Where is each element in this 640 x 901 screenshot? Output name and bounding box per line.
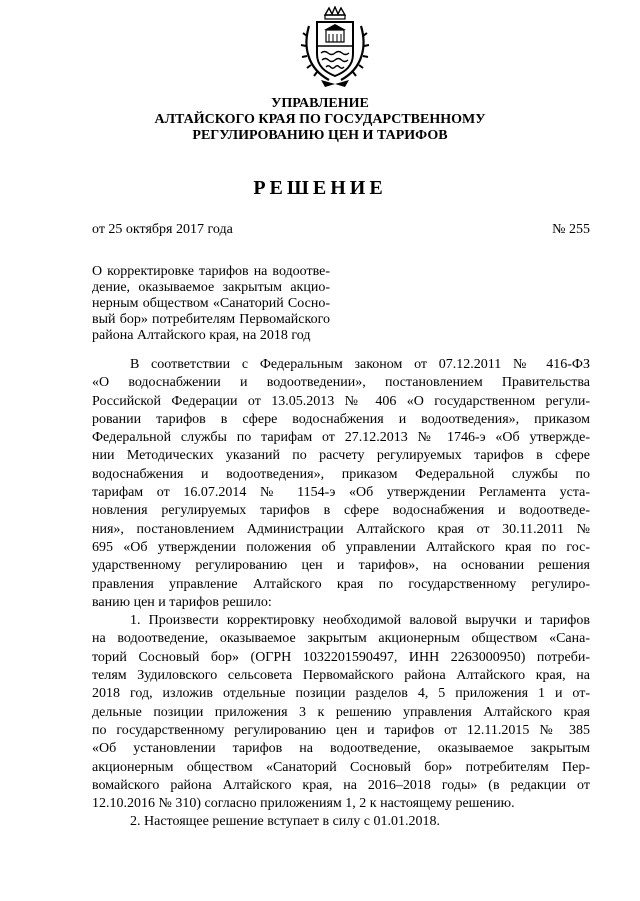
document-body xyxy=(92,356,590,832)
body-line: по государственному регулированию цен и тарифов от 12.11.2015 № 385 xyxy=(92,722,590,738)
body-line: ударственному регулированию цен и тарифов», на основании решения xyxy=(92,558,590,574)
organization-line: АЛТАЙСКОГО КРАЯ ПО ГОСУДАРСТВЕННОМУ xyxy=(154,112,486,127)
body-line: 2. Настоящее решение вступает в силу с 01.01.2018. xyxy=(130,814,440,830)
body-line: Федеральной службы по тарифам от 27.12.2013 № 1746-э «Об утвержде- xyxy=(92,430,590,446)
body-line: водоснабжения и водоотведения», приказом Федеральной службы по xyxy=(92,466,590,482)
body-line: акционерным обществом «Санаторий Сосновый бор» потребителям Пер- xyxy=(92,759,590,775)
body-line: 695 «Об утверждении положения об управлении Алтайского края по гос- xyxy=(92,539,590,555)
body-line: «О водоснабжении и водоотведении», постановлением Правительства xyxy=(92,375,590,391)
subject-line: дение, оказываемое закрытым акцио- xyxy=(92,280,330,295)
document-type-title: РЕШЕНИЕ xyxy=(253,177,387,199)
organization-name xyxy=(0,96,640,144)
body-line: «Об установлении тарифов на водоотведение, оказываемое закрытым xyxy=(92,741,590,757)
organization-line: УПРАВЛЕНИЕ xyxy=(271,96,369,111)
subject-line: нерным обществом «Санаторий Сосно- xyxy=(92,296,330,311)
item-1-paragraph xyxy=(92,612,590,813)
body-line: 12.10.2016 № 310) согласно приложениям 1, 2 к настоящему решению. xyxy=(92,796,515,812)
subject-line: вый бор» потребителям Первомайского xyxy=(92,312,330,327)
body-line: ния», постановлением Администрации Алтайского края от 30.11.2011 № xyxy=(92,521,590,537)
item-2-paragraph xyxy=(92,813,590,831)
body-line: ровании тарифов в сфере водоснабжения и водоотведения», приказом xyxy=(92,411,590,427)
body-line: ванию цен и тарифов решило: xyxy=(92,594,272,610)
body-line: 2018 год, изложив отдельные позиции разделов 4, 5 приложения 1 и от- xyxy=(92,686,590,702)
body-line: на водоотведение, оказываемое закрытым акционерным обществом «Сана- xyxy=(92,631,590,647)
body-line: В соответствии с Федеральным законом от 07.12.2011 № 416-ФЗ xyxy=(130,357,590,372)
preamble-paragraph xyxy=(92,356,590,612)
body-line: нии Методических указаний по расчету регулируемых тарифов в сфере xyxy=(92,448,590,464)
body-line: телям Зудиловского сельсовета Первомайского района Алтайского края, на xyxy=(92,668,590,684)
body-line: Российской Федерации от 13.05.2013 № 406 «О государственном регули- xyxy=(92,393,590,409)
document-date: от 25 октября 2017 года xyxy=(92,222,233,237)
body-line: правления управление Алтайского края по государственному регулиро- xyxy=(92,576,590,592)
document-subject xyxy=(92,264,330,344)
body-line: новления регулируемых тарифов в сфере водоснабжения и водоотведе- xyxy=(92,503,590,519)
coat-of-arms-icon xyxy=(299,6,371,88)
organization-line: РЕГУЛИРОВАНИЮ ЦЕН И ТАРИФОВ xyxy=(192,128,448,143)
document-number: № 255 xyxy=(552,222,590,237)
body-line: вомайского района Алтайского края, на 2016–2018 годы» (в редакции от xyxy=(92,777,590,793)
body-line: тарифам от 16.07.2014 № 1154-э «Об утверждении Регламента уста- xyxy=(92,485,590,501)
body-line: дельные позиции приложения 3 к решению управления Алтайского края xyxy=(92,704,590,720)
body-line: 1. Произвести корректировку необходимой валовой выручки и тарифов xyxy=(130,613,590,629)
body-line: торий Сосновый бор» (ОГРН 1032201590497, ИНН 2263000950) потреби- xyxy=(92,649,590,665)
subject-line: района Алтайского края, на 2018 год xyxy=(92,328,311,343)
subject-line: О корректировке тарифов на водоотве- xyxy=(92,264,330,279)
